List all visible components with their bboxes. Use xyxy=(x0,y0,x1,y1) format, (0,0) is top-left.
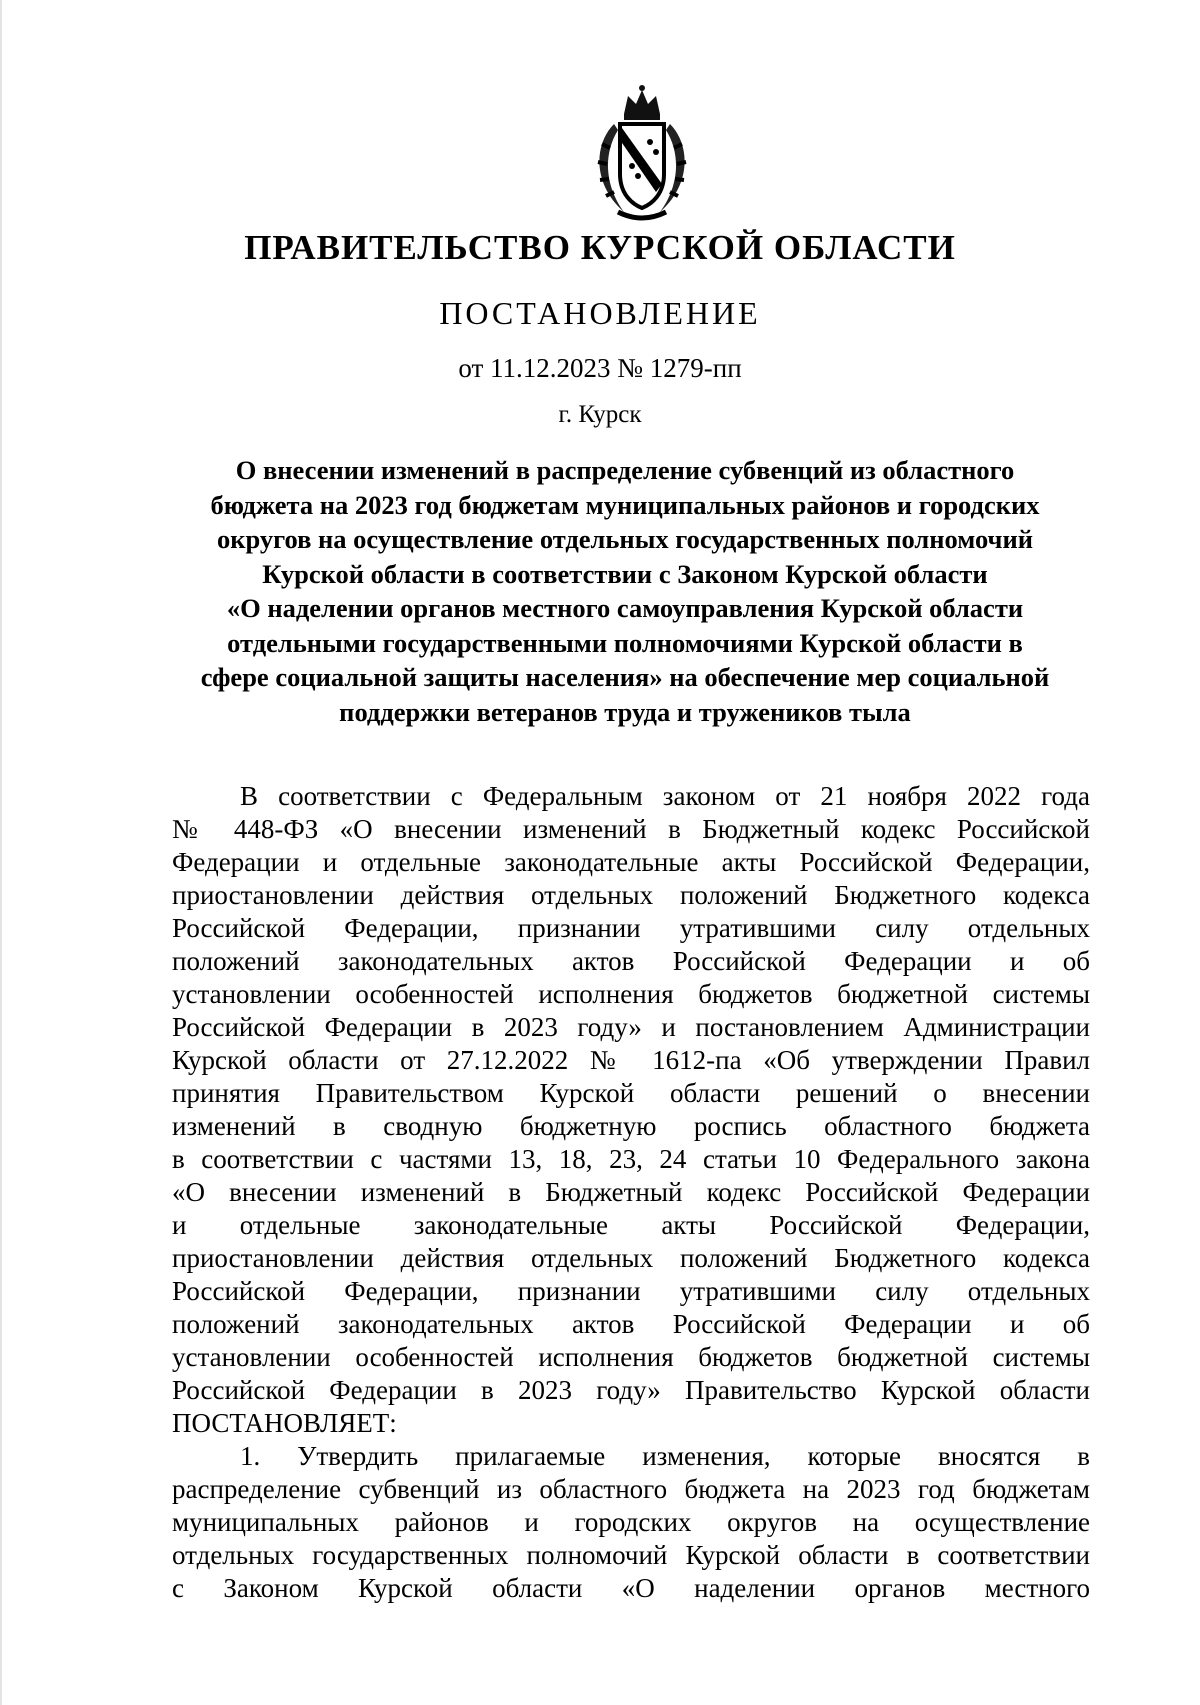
body-line: Российской Федерации, признании утратившими силу отдельных xyxy=(172,1276,1090,1306)
subject-line: О внесении изменений в распределение субвенций из областного xyxy=(235,455,1015,485)
body-line: Федерации и отдельные законодательные акты Российской Федерации, xyxy=(172,847,1090,877)
subject-line: сфере социальной защиты населения» на обеспечение мер социальной xyxy=(200,662,1050,692)
body-line: Российской Федерации в 2023 году» и постановлением Администрации xyxy=(172,1012,1090,1042)
body-line: приостановлении действия отдельных положений Бюджетного кодекса xyxy=(172,880,1090,910)
body-line: в соответствии с частями 13, 18, 23, 24 статьи 10 Федерального закона xyxy=(172,1144,1090,1174)
body-line: Российской Федерации, признании утратившими силу отдельных xyxy=(172,913,1090,943)
body-line: установлении особенностей исполнения бюджетов бюджетной системы xyxy=(172,1342,1090,1372)
body-line: муниципальных районов и городских округов на осуществление xyxy=(172,1507,1090,1537)
subject-line: округов на осуществление отдельных государственных полномочий xyxy=(216,524,1034,554)
organization-title: ПРАВИТЕЛЬСТВО КУРСКОЙ ОБЛАСТИ xyxy=(244,228,956,267)
subject-line: бюджета на 2023 год бюджетам муниципальных районов и городских xyxy=(210,489,1040,520)
body-line: ПОСТАНОВЛЯЕТ: xyxy=(172,1408,397,1438)
body-line: принятия Правительством Курской области решений о внесении xyxy=(172,1078,1090,1108)
body-line: приостановлении действия отдельных положений Бюджетного кодекса xyxy=(172,1243,1090,1273)
body-line: изменений в сводную бюджетную роспись областного бюджета xyxy=(172,1111,1090,1141)
subject-line: «О наделении органов местного самоуправления Курской области xyxy=(226,593,1024,623)
document-body xyxy=(172,780,1090,1605)
body-line: положений законодательных актов Российской Федерации и об xyxy=(172,1309,1090,1339)
body-line: 1. Утвердить прилагаемые изменения, которые вносятся в xyxy=(240,1441,1090,1471)
body-line: № 448-ФЗ «О внесении изменений в Бюджетный кодекс Российской xyxy=(172,814,1090,844)
body-line: Российской Федерации в 2023 году» Правительство Курской области xyxy=(172,1375,1090,1405)
kursk-coat-of-arms-icon xyxy=(584,84,700,224)
subject-line: Курской области в соответствии с Законом Курской области xyxy=(262,558,988,589)
body-line: установлении особенностей исполнения бюджетов бюджетной системы xyxy=(172,979,1090,1009)
document-number-date: от 11.12.2023 № 1279-пп xyxy=(458,353,742,383)
document-type: ПОСТАНОВЛЕНИЕ xyxy=(439,295,761,331)
body-line: и отдельные законодательные акты Российской Федерации, xyxy=(172,1210,1090,1240)
document-subject xyxy=(160,453,1090,729)
document-city: г. Курск xyxy=(558,401,642,428)
body-line: Курской области от 27.12.2022 № 1612-па «Об утверждении Правил xyxy=(172,1045,1090,1075)
body-line: «О внесении изменений в Бюджетный кодекс Российской Федерации xyxy=(172,1177,1090,1207)
body-line: отдельных государственных полномочий Курской области в соответствии xyxy=(172,1540,1090,1570)
body-line: В соответствии с Федеральным законом от 21 ноября 2022 года xyxy=(240,781,1090,811)
body-line: распределение субвенций из областного бюджета на 2023 год бюджетам xyxy=(172,1474,1090,1504)
body-line: положений законодательных актов Российской Федерации и об xyxy=(172,946,1090,976)
subject-line: отдельными государственными полномочиями Курской области в xyxy=(227,627,1023,658)
page-edge-shadow xyxy=(0,0,2,1705)
body-line: с Законом Курской области «О наделении органов местного xyxy=(172,1573,1090,1603)
subject-line: поддержки ветеранов труда и тружеников тыла xyxy=(339,696,911,727)
